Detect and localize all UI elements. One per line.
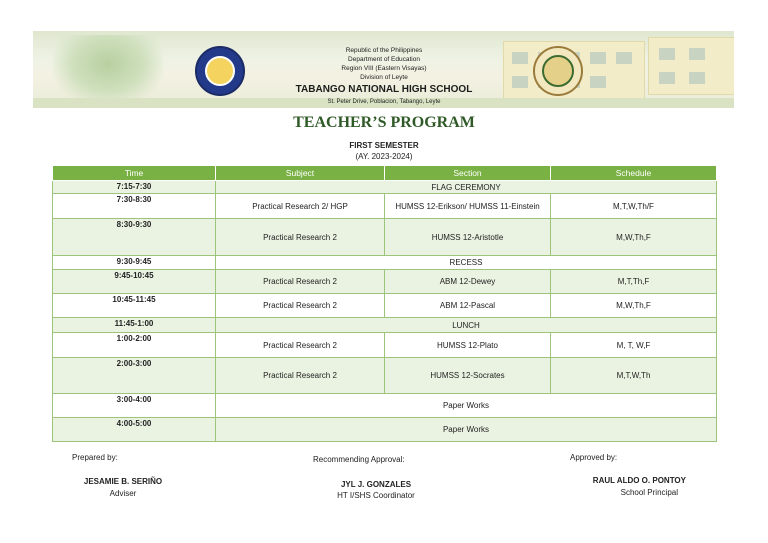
recommending-approval-label: Recommending Approval: <box>313 455 405 464</box>
section-cell: HUMSS 12-Erikson/ HUMSS 11-Einstein <box>385 194 551 219</box>
prepared-by-position: Adviser <box>109 489 137 498</box>
department-line: Department of Education <box>348 56 420 63</box>
section-cell: HUMSS 12-Plato <box>385 333 551 358</box>
document-title: TEACHER’S PROGRAM <box>293 114 475 131</box>
subject-cell: Practical Research 2 <box>216 270 385 294</box>
deped-seal-logo <box>195 46 245 96</box>
prepared-by-label: Prepared by: <box>72 453 118 462</box>
prepared-by-name: JESAMIE B. SERIÑO <box>83 477 163 486</box>
header-schedule: Schedule <box>551 166 717 181</box>
division-line: Division of Leyte <box>360 74 408 81</box>
section-cell: HUMSS 12-Aristotle <box>385 219 551 256</box>
semester-label: FIRST SEMESTER <box>349 141 419 150</box>
time-cell: 7:30-8:30 <box>53 194 216 219</box>
table-row <box>53 181 717 194</box>
time-cell: 8:30-9:30 <box>53 219 216 256</box>
table-row <box>53 394 717 418</box>
table-row <box>53 256 717 270</box>
section-cell: HUMSS 12-Socrates <box>385 358 551 394</box>
table-row <box>53 294 717 318</box>
schedule-cell: M,T,W,Th/F <box>551 194 717 219</box>
header-section: Section <box>385 166 551 181</box>
school-seal-logo <box>533 46 583 96</box>
section-cell: ABM 12-Dewey <box>385 270 551 294</box>
table-row <box>53 318 717 333</box>
schedule-cell: M, T, W,F <box>551 333 717 358</box>
approved-by-name: RAUL ALDO O. PONTOY <box>592 476 686 485</box>
merged-activity-cell: FLAG CEREMONY <box>216 181 717 194</box>
approved-by-label: Approved by: <box>570 453 618 462</box>
academic-year-label: (AY. 2023-2024) <box>355 152 413 161</box>
merged-activity-cell: Paper Works <box>216 394 717 418</box>
section-cell: ABM 12-Pascal <box>385 294 551 318</box>
republic-line: Republic of the Philippines <box>345 47 423 54</box>
time-cell: 11:45-1:00 <box>53 318 216 333</box>
schedule-table <box>52 165 717 442</box>
school-address: St. Peter Drive, Poblacion, Tabango, Leyte <box>327 99 441 105</box>
merged-activity-cell: Paper Works <box>216 418 717 442</box>
table-row <box>53 333 717 358</box>
time-cell: 7:15-7:30 <box>53 181 216 194</box>
table-row <box>53 219 717 256</box>
merged-activity-cell: LUNCH <box>216 318 717 333</box>
schedule-cell: M,W,Th,F <box>551 219 717 256</box>
region-line: Region VIII (Eastern Visayas) <box>341 65 427 72</box>
merged-activity-cell: RECESS <box>216 256 717 270</box>
time-cell: 9:45-10:45 <box>53 270 216 294</box>
school-building-graphic-2 <box>648 37 734 95</box>
header-subject: Subject <box>216 166 385 181</box>
subject-cell: Practical Research 2 <box>216 219 385 256</box>
schedule-cell: M,W,Th,F <box>551 294 717 318</box>
time-cell: 2:00-3:00 <box>53 358 216 394</box>
subject-cell: Practical Research 2 <box>216 358 385 394</box>
recommending-name: JYL J. GONZALES <box>340 480 412 489</box>
table-header-row <box>53 166 717 181</box>
school-name: TABANGO NATIONAL HIGH SCHOOL <box>295 84 473 95</box>
table-row <box>53 358 717 394</box>
time-cell: 1:00-2:00 <box>53 333 216 358</box>
time-cell: 10:45-11:45 <box>53 294 216 318</box>
approved-by-position: School Principal <box>620 488 678 497</box>
subject-cell: Practical Research 2 <box>216 333 385 358</box>
subject-cell: Practical Research 2 <box>216 294 385 318</box>
tree-graphic <box>53 35 163 107</box>
table-row <box>53 418 717 442</box>
subject-cell: Practical Research 2/ HGP <box>216 194 385 219</box>
schedule-cell: M,T,Th,F <box>551 270 717 294</box>
header-time: Time <box>53 166 216 181</box>
table-row <box>53 270 717 294</box>
recommending-position: HT I/SHS Coordinator <box>337 491 415 500</box>
table-row <box>53 194 717 219</box>
time-cell: 4:00-5:00 <box>53 418 216 442</box>
time-cell: 3:00-4:00 <box>53 394 216 418</box>
time-cell: 9:30-9:45 <box>53 256 216 270</box>
schedule-cell: M,T,W,Th <box>551 358 717 394</box>
